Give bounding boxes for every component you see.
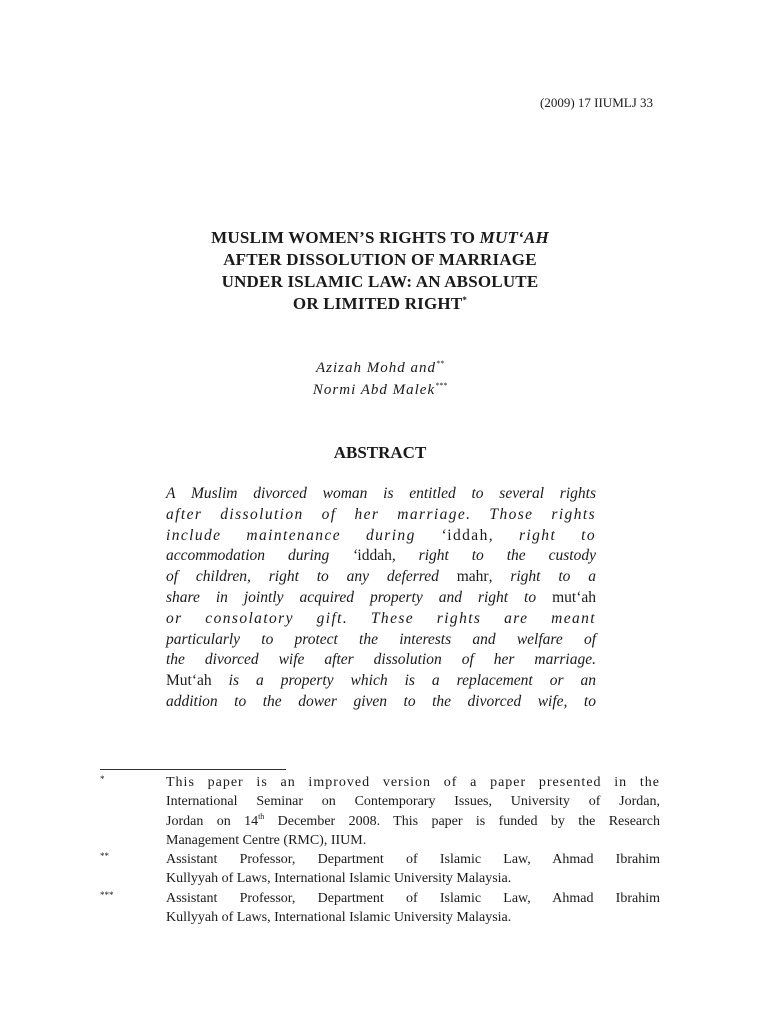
footnote-1-line-1: This paper is an improved version of a paper presented in the [166, 775, 660, 790]
abstract-line-5 [166, 567, 596, 588]
abstract-line-2: after dissolution of her marriage. Those rights [166, 505, 596, 523]
abstract-term-iddah: iddah [447, 526, 489, 544]
footnote-2-line-2: Kullyyah of Laws, International Islamic University Malaysia. [166, 871, 512, 887]
title-line-3: UNDER ISLAMIC LAW: AN ABSOLUTE [221, 272, 539, 291]
footnote-3-line-2: Kullyyah of Laws, International Islamic University Malaysia. [166, 910, 512, 926]
abstract-line-6 [166, 588, 596, 609]
author-1 [150, 357, 610, 379]
abstract-line-4a: accommodation during ‘ [166, 547, 358, 565]
abstract-line-8: particularly to protect the interests and welfare of [166, 630, 596, 648]
title-line-1 [150, 227, 610, 249]
abstract-line-7: or consolatory gift. These rights are meant [166, 609, 596, 627]
abstract-term-iddah: iddah [357, 547, 392, 565]
footnote-1-mark: * [100, 774, 105, 784]
footnote-2-mark: ** [100, 851, 109, 862]
footnote-2-line-1: Assistant Professor, Department of Islamic Law, Ahmad Ibrahim [166, 852, 660, 868]
abstract-line-3a: include maintenance during ‘ [166, 526, 448, 544]
running-head-citation: (2009) 17 IIUMLJ 33 [539, 95, 653, 110]
footnote-1-line-2: International Seminar on Contemporary Issues, University of Jordan, [166, 794, 660, 810]
abstract-line-4c: , right to the custody [391, 547, 596, 565]
abstract-line-3 [166, 526, 596, 547]
footnote-3 [100, 889, 660, 928]
footnote-3-mark: *** [100, 889, 114, 900]
abstract-line-10 [166, 671, 596, 692]
abstract-term-mutah: Mut‘ah [166, 672, 212, 690]
title-line-2: AFTER DISSOLUTION OF MARRIAGE [223, 250, 537, 269]
abstract-term-mahr: mahr [456, 568, 489, 586]
footnote-2-text [166, 850, 660, 889]
author-2-name: Normi Abd Malek [312, 382, 436, 398]
footnote-1-line-3 [166, 812, 660, 831]
author-2 [150, 379, 610, 401]
author-2-mark: *** [435, 381, 448, 390]
abstract-line-3c: , right to [488, 526, 596, 544]
footnote-1-line-4: Management Centre (RMC), IIUM. [166, 832, 367, 848]
abstract-line-10b: is a property which is a replacement or an [211, 672, 596, 690]
title-line-4 [150, 293, 610, 315]
abstract-line-5a: of children, right to any deferred [166, 568, 457, 586]
author-1-mark: ** [436, 359, 444, 368]
footnotes [100, 773, 660, 927]
footnote-2 [100, 850, 660, 889]
authors [150, 357, 610, 401]
abstract-heading: ABSTRACT [333, 443, 427, 462]
article-title [150, 227, 610, 315]
footnote-1-text [166, 773, 660, 850]
title-footnote-mark: * [462, 295, 468, 305]
abstract-body [166, 484, 596, 713]
footnote-1-ordinal: th [258, 811, 265, 821]
footnote-3-text [166, 889, 660, 928]
abstract-line-5c: , right to a [488, 568, 596, 586]
abstract-term-mutah: mut‘ah [552, 588, 596, 606]
title-line-1-text: MUSLIM WOMEN’S RIGHTS TO [211, 228, 480, 247]
abstract-line-11: addition to the dower given to the divorced wife, to [166, 692, 596, 710]
author-1-name: Azizah Mohd and [316, 360, 436, 376]
title-line-4-text: OR LIMITED RIGHT [292, 294, 463, 313]
abstract-line-9: the divorced wife after dissolution of her marriage. [166, 651, 596, 669]
footnote-divider [100, 769, 286, 770]
footnote-1-line-3a: Jordan on 14 [166, 813, 259, 829]
title-mutah: MUT‘AH [479, 228, 549, 247]
abstract-line-1: A Muslim divorced woman is entitled to several rights [166, 485, 596, 502]
abstract-line-4 [166, 546, 596, 567]
footnote-1 [100, 773, 660, 850]
footnote-1-line-3b: December 2008. This paper is funded by the Research [264, 813, 661, 829]
footnote-3-line-1: Assistant Professor, Department of Islamic Law, Ahmad Ibrahim [166, 890, 660, 906]
abstract-line-6a: share in jointly acquired property and right to [166, 588, 553, 606]
